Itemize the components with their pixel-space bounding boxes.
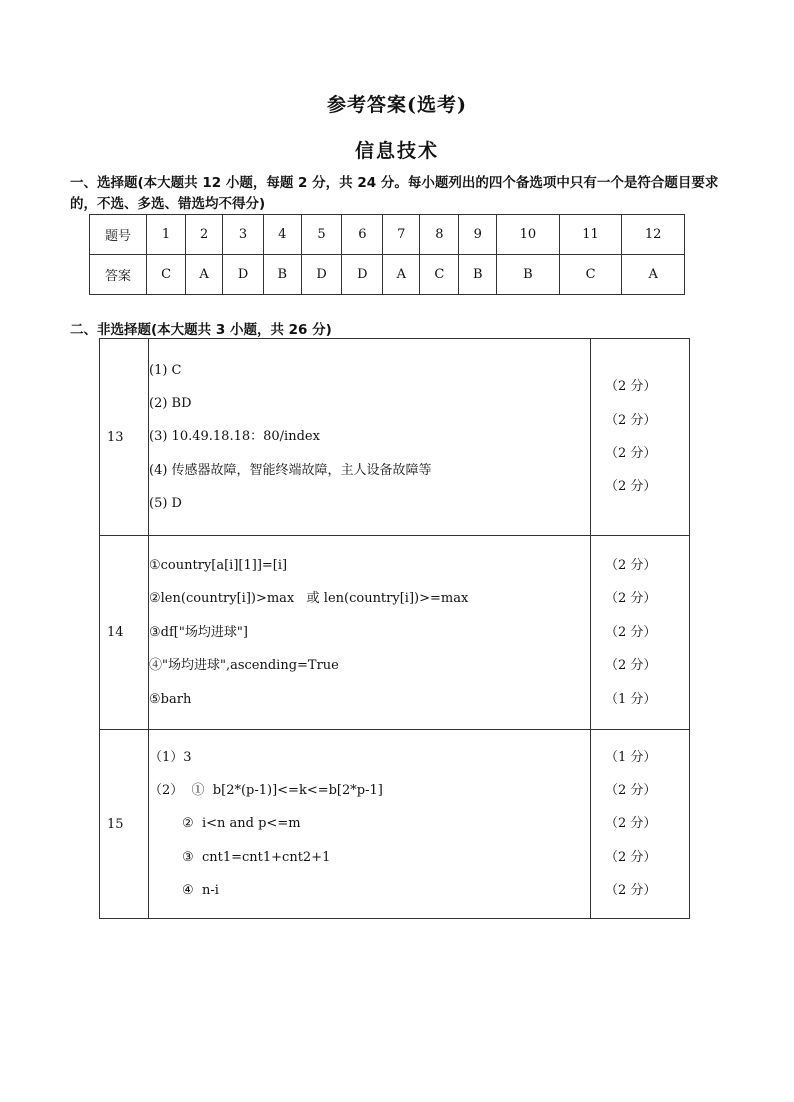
answer-line: （2） ① b[2*(p-1)]<=k<=b[2*p-1] bbox=[149, 782, 383, 798]
points-label: （1 分） bbox=[605, 691, 657, 707]
question-number: 11 bbox=[559, 215, 622, 255]
question-number: 4 bbox=[263, 215, 301, 255]
answer-cell: B bbox=[263, 255, 301, 295]
answer-line: (2) BD bbox=[149, 395, 192, 411]
points-column bbox=[591, 339, 690, 536]
points-label: （2 分） bbox=[605, 412, 657, 428]
question-number: 1 bbox=[147, 215, 186, 255]
question-number: 5 bbox=[301, 215, 342, 255]
answer-cell: B bbox=[497, 255, 560, 295]
answer-line: ④ n-i bbox=[149, 883, 219, 899]
answer-content bbox=[149, 536, 591, 730]
subject-title: 信息技术 bbox=[354, 140, 439, 162]
points-label: （2 分） bbox=[605, 379, 657, 395]
question-number: 8 bbox=[420, 215, 459, 255]
answer-content bbox=[149, 730, 591, 919]
answer-table bbox=[99, 338, 690, 919]
answer-line: ②len(country[i])>max 或 len(country[i])>=max bbox=[149, 591, 469, 607]
points-label: （2 分） bbox=[605, 558, 657, 574]
multiple-choice-table bbox=[89, 214, 685, 295]
question-row-15 bbox=[100, 730, 690, 919]
points-label: （2 分） bbox=[605, 479, 657, 495]
answer-line: ③ cnt1=cnt1+cnt2+1 bbox=[149, 849, 331, 865]
answer-line: ③df["场均进球"] bbox=[149, 624, 248, 640]
question-number: 14 bbox=[100, 536, 149, 730]
points-label: （2 分） bbox=[605, 883, 657, 899]
page-title: 参考答案(选考) bbox=[327, 94, 467, 116]
answer-line: ①country[a[i][1]]=[i] bbox=[149, 558, 288, 574]
answer-line: (1) C bbox=[149, 362, 182, 378]
answer-line: （1）3 bbox=[149, 749, 192, 765]
section1-heading: 一、选择题(本大题共 12 小题，每题 2 分，共 24 分。每小题列出的四个备选项中只有一个是符合题目要求的，不选、多选、错选均不得分) bbox=[70, 175, 719, 212]
answer-line: (3) 10.49.18.18：80/index bbox=[149, 429, 320, 445]
answer-cell: C bbox=[559, 255, 622, 295]
answer-cell: C bbox=[420, 255, 459, 295]
row-label-number: 题号 bbox=[90, 215, 147, 255]
points-label: （2 分） bbox=[605, 816, 657, 832]
answer-cell: A bbox=[186, 255, 223, 295]
points-column bbox=[591, 730, 690, 919]
points-label: （2 分） bbox=[605, 849, 657, 865]
points-column bbox=[591, 536, 690, 730]
answer-content bbox=[149, 339, 591, 536]
points-label: （2 分） bbox=[605, 591, 657, 607]
answer-line: ② i<n and p<=m bbox=[149, 816, 301, 832]
answer-cell: D bbox=[342, 255, 383, 295]
question-number: 12 bbox=[622, 215, 685, 255]
question-number: 9 bbox=[459, 215, 497, 255]
row-label-answer: 答案 bbox=[90, 255, 147, 295]
answer-cell: B bbox=[459, 255, 497, 295]
question-number: 7 bbox=[383, 215, 420, 255]
question-number: 10 bbox=[497, 215, 560, 255]
question-row-14 bbox=[100, 536, 690, 730]
question-row-13 bbox=[100, 339, 690, 536]
question-number: 6 bbox=[342, 215, 383, 255]
points-label: （2 分） bbox=[605, 624, 657, 640]
section2-heading: 二、非选择题(本大题共 3 小题，共 26 分) bbox=[70, 322, 332, 338]
points-label: （2 分） bbox=[605, 782, 657, 798]
question-number: 15 bbox=[100, 730, 149, 919]
points-label: （2 分） bbox=[605, 446, 657, 461]
answer-cell: C bbox=[147, 255, 186, 295]
question-number: 3 bbox=[223, 215, 264, 255]
answer-row bbox=[90, 255, 685, 295]
answer-line: (4) 传感器故障，智能终端故障，主人设备故障等 bbox=[149, 462, 432, 478]
answer-line: (5) D bbox=[149, 496, 182, 512]
question-number: 13 bbox=[100, 339, 149, 536]
answer-cell: A bbox=[622, 255, 685, 295]
answer-cell: A bbox=[383, 255, 420, 295]
answer-line: ⑤barh bbox=[149, 691, 192, 707]
answer-line: ④"场均进球",ascending=True bbox=[149, 658, 339, 674]
points-label: （1 分） bbox=[605, 749, 657, 765]
number-row bbox=[90, 215, 685, 255]
answer-cell: D bbox=[223, 255, 264, 295]
answer-cell: D bbox=[301, 255, 342, 295]
question-number: 2 bbox=[186, 215, 223, 255]
points-label: （2 分） bbox=[605, 658, 657, 674]
